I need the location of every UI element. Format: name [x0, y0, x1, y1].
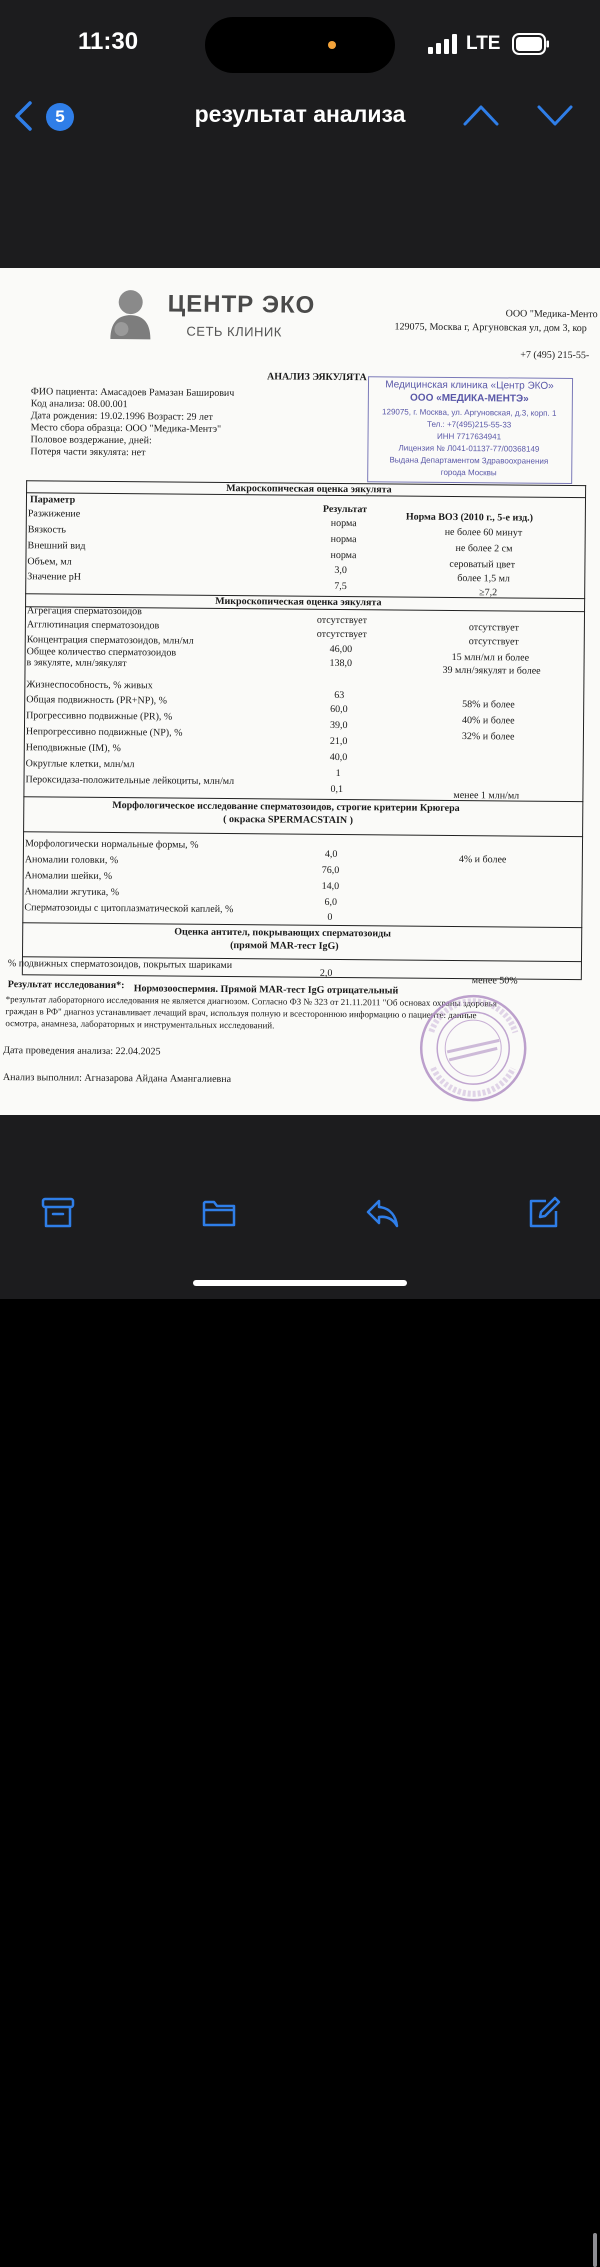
scroll-indicator[interactable]: [593, 2233, 597, 2267]
sample-place: Место сбора образца: ООО "Медика-Ментэ": [30, 422, 222, 435]
antibody-section-subtitle: (прямой MAR-тест IgG): [230, 940, 339, 952]
reply-icon[interactable]: [364, 1195, 400, 1231]
micro-param: Жизнеспособность, % живых: [26, 679, 153, 692]
micro-result: 138,0: [329, 657, 353, 670]
micro-param: Агглютинация сперматозоидов: [26, 619, 160, 632]
micro-norm: 15 млн/мл и более: [451, 651, 530, 664]
stamp-line: Медицинская клиника «Центр ЭКО»: [385, 379, 554, 392]
micro-result: 46,00: [329, 643, 353, 656]
micro-norm: 58% и более: [462, 699, 515, 711]
macro-param: Внешний вид: [27, 540, 86, 552]
micro-norm: отсутствует: [468, 622, 519, 634]
macro-param: Объем, мл: [27, 556, 72, 568]
home-indicator[interactable]: [193, 1280, 407, 1286]
micro-param: Округлые клетки, млн/мл: [25, 758, 135, 771]
morph-param: Аномалии шейки, %: [24, 870, 113, 883]
macro-section-title: Макроскопическая оценка эякулята: [226, 482, 392, 496]
conclusion-text: Нормозооспермия. Прямой MAR-тест IgG отрицательный: [133, 983, 399, 997]
battery-icon: [512, 33, 550, 55]
macro-norm: ≥7,2: [479, 587, 498, 599]
document-heading: АНАЛИЗ ЭЯКУЛЯТА: [267, 371, 367, 384]
micro-norm: 40% и более: [462, 715, 515, 727]
back-chevron-icon[interactable]: [12, 100, 36, 132]
morph-section-subtitle: ( окраска SPERMACSTAIN ): [223, 813, 354, 827]
micro-param: Неподвижные (IM), %: [25, 742, 121, 755]
antibody-norm: менее 50%: [471, 975, 518, 987]
back-count-badge[interactable]: 5: [46, 103, 74, 131]
macro-param: Вязкость: [27, 524, 66, 536]
macro-norm: сероватый цвет: [449, 558, 516, 571]
macro-norm: не более 2 см: [455, 542, 513, 555]
bottom-toolbar: [0, 1173, 600, 1299]
analysis-date: Дата проведения анализа: 22.04.2025: [3, 1045, 161, 1058]
viewer-background: [0, 150, 600, 268]
macro-result: норма: [330, 549, 357, 562]
column-header-norm: Норма ВОЗ (2010 г., 5-е изд.): [405, 511, 534, 524]
micro-norm: отсутствует: [468, 636, 519, 648]
compose-icon[interactable]: [526, 1195, 562, 1231]
morph-result: 14,0: [321, 880, 340, 892]
column-header-param: Параметр: [29, 494, 76, 506]
clinic-logo-title: ЦЕНТР ЭКО: [167, 290, 316, 319]
morph-param: Аномалии жгутика, %: [24, 886, 120, 899]
morph-norm: 4% и более: [458, 854, 507, 866]
navigation-bar: [0, 90, 600, 150]
clinic-logo-icon: [107, 287, 153, 341]
macro-param: Значение pH: [27, 571, 82, 583]
macro-result: 3,0: [334, 564, 347, 577]
micro-param: Общее количество сперматозоидов: [26, 646, 177, 659]
ejaculate-loss: Потеря части эякулята: нет: [30, 446, 146, 459]
micro-result: 21,0: [329, 735, 348, 748]
table-border: [23, 831, 583, 837]
conclusion-note: граждан в РФ" диагноз устанавливает лечащий врач, используя полную и всестороннюю информацию о пациенте: данные: [5, 1006, 477, 1021]
antibody-param: % подвижных сперматозоидов, покрытых шариками: [7, 958, 233, 972]
micro-param: Концентрация сперматозоидов, млн/мл: [26, 634, 194, 647]
stamp-line: Выдана Департаментом Здравоохранения: [389, 455, 549, 466]
chevron-down-icon[interactable]: [536, 102, 574, 128]
micro-param: Агрегация сперматозоидов: [26, 605, 142, 618]
company-address: 129075, Москва г, Аргуновская ул, дом 3, кор: [394, 321, 587, 335]
micro-result: 63: [334, 689, 345, 702]
micro-param: Пероксидаза-положительные лейкоциты, млн/мл: [25, 774, 235, 788]
signal-icon: [428, 34, 460, 54]
morph-section-title: Морфологическое исследование сперматозоидов, строгие критерии Крюгера: [112, 800, 460, 815]
morph-result: 6,0: [324, 896, 338, 908]
mic-indicator: [328, 41, 336, 49]
chevron-up-icon[interactable]: [462, 102, 500, 128]
document-photo[interactable]: [0, 268, 600, 1115]
clock: 11:30: [78, 28, 139, 55]
antibody-result: 2,0: [319, 967, 333, 979]
dynamic-island: [205, 17, 395, 73]
archive-icon[interactable]: [40, 1195, 76, 1231]
viewer-background: [0, 1115, 600, 1173]
micro-result: отсутствует: [316, 628, 367, 641]
micro-param: Непрогрессивно подвижные (NP), %: [25, 726, 183, 739]
micro-norm: 39 млн/эякулят и более: [442, 664, 541, 677]
macro-result: 7,5: [334, 580, 347, 593]
stamp-line: города Москвы: [440, 467, 497, 478]
clinic-logo-subtitle: СЕТЬ КЛИНИК: [186, 323, 282, 340]
company-phone: +7 (495) 215-55-: [520, 349, 590, 362]
conclusion-label: Результат исследования*:: [7, 979, 125, 992]
page-title: результат анализа: [194, 101, 406, 127]
company-name: ООО "Медика-Менто: [505, 308, 598, 321]
micro-result: 40,0: [329, 751, 348, 764]
morph-param: Аномалии головки, %: [24, 854, 119, 867]
morph-result: 4,0: [324, 848, 338, 860]
micro-result: 60,0: [330, 703, 348, 716]
abstinence: Половое воздержание, дней:: [30, 434, 152, 447]
status-bar: [0, 0, 600, 90]
macro-norm: более 1,5 мл: [457, 573, 511, 585]
patient-dob: Дата рождения: 19.02.1996 Возраст: 29 лет: [30, 410, 213, 423]
micro-norm: 32% и более: [461, 731, 515, 743]
micro-section-title: Микроскопическая оценка эякулята: [215, 595, 382, 609]
micro-result: 1: [335, 767, 341, 779]
network-label: LTE: [466, 33, 501, 54]
morph-param: Сперматозоиды с цитоплазматической каплей, %: [24, 902, 234, 916]
morph-param: Морфологически нормальные формы, %: [24, 838, 199, 851]
micro-norm: менее 1 млн/мл: [453, 789, 520, 802]
macro-result: норма: [330, 517, 357, 530]
micro-result: 0,1: [330, 783, 344, 796]
stamp-line: ООО «МЕДИКА-МЕНТЭ»: [410, 392, 529, 405]
morph-result: 76,0: [321, 864, 340, 876]
analysis-performer: Анализ выполнил: Агназарова Айдана Амангалиевна: [2, 1072, 232, 1086]
document-page: [0, 268, 600, 1115]
macro-param: Разжижение: [27, 508, 81, 520]
stamp-line: Лицензия № Л041-01137-77/00368149: [398, 443, 540, 454]
stamp-line: Тел.: +7(495)215-55-33: [426, 419, 512, 430]
table-border: [581, 485, 586, 979]
stamp-line: 129075, г. Москва, ул. Аргуновская, д.3, корп. 1: [382, 407, 557, 418]
morph-result: 0: [327, 911, 333, 923]
macro-result: норма: [330, 533, 357, 546]
micro-result: отсутствует: [316, 614, 368, 627]
micro-result: 39,0: [329, 719, 348, 732]
micro-param: в эякуляте, млн/эякулят: [26, 657, 127, 670]
conclusion-note: осмотра, анамнеза, лабораторных и инструментальных исследований.: [5, 1018, 275, 1031]
conclusion-note: *результат лабораторного исследования не является диагнозом. Согласно ФЗ № 323 от 21.11.2011 "Об основах охраны здоровья: [5, 994, 498, 1009]
micro-param: Общая подвижность (PR+NP), %: [26, 694, 168, 707]
stamp-line: ИНН 7717634941: [436, 431, 502, 442]
macro-norm: не более 60 минут: [444, 526, 523, 539]
folder-icon[interactable]: [201, 1195, 237, 1231]
column-header-result: Результат: [322, 503, 368, 516]
micro-param: Прогрессивно подвижные (PR), %: [26, 710, 173, 723]
analysis-code: Код анализа: 08.00.001: [30, 398, 128, 411]
round-seal-icon: [417, 992, 530, 1105]
antibody-section-title: Оценка антител, покрывающих сперматозоиды: [174, 926, 392, 940]
patient-name: ФИО пациента: Амасадоев Рамазан Баширович: [30, 386, 235, 400]
